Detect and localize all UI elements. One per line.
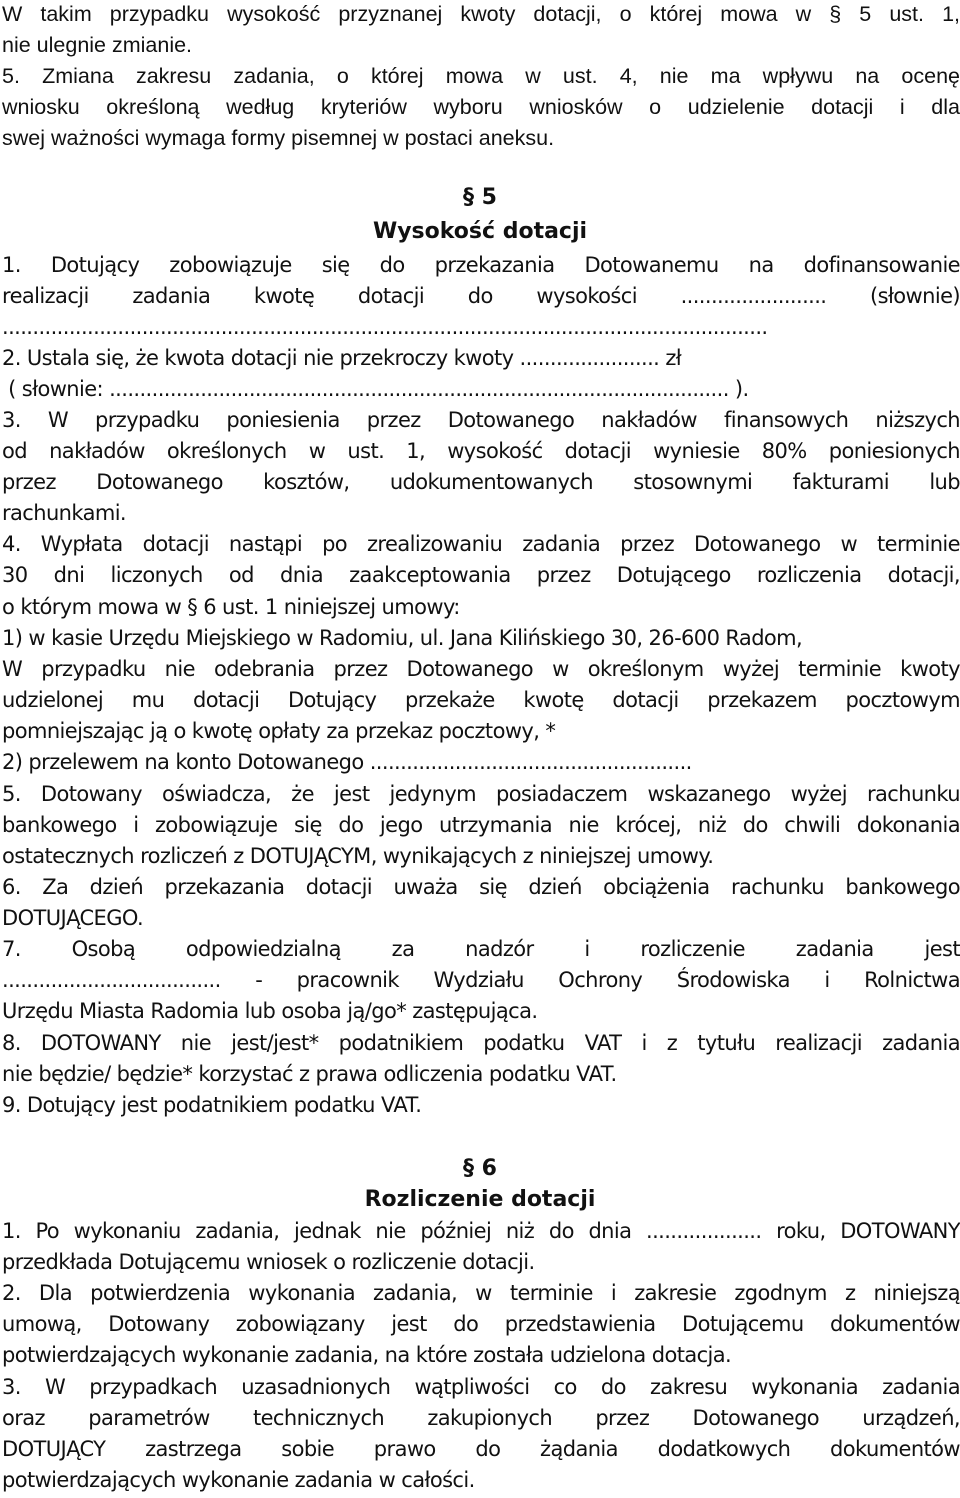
section5-line: .................................... - pracownik Wydziału Ochrony Środowiska i Rolnictwa — [2, 968, 960, 992]
section-6-title: Rozliczenie dotacji — [364, 1187, 596, 1212]
section5-line: 8. DOTOWANY nie jest/jest* podatnikiem podatku VAT i z tytułu realizacji zadania — [2, 1031, 960, 1055]
section5-line: pomniejszając ją o kwotę opłaty za przekaz pocztowy, * — [2, 719, 556, 743]
section5-line: ( słownie: ...................................................................................................... ). — [2, 377, 749, 401]
section6-line: przedkłada Dotującemu wniosek o rozliczenie dotacji. — [2, 1250, 535, 1274]
section5-line: W przypadku nie odebrania przez Dotowanego w określonym wyżej terminie kwoty — [2, 657, 960, 681]
section5-line: 1) w kasie Urzędu Miejskiego w Radomiu, ul. Jana Kilińskiego 30, 26-600 Radom, — [2, 626, 803, 650]
section5-line: 9. Dotujący jest podatnikiem podatku VAT. — [2, 1093, 422, 1117]
section6-line: 3. W przypadkach uzasadnionych wątpliwości co do zakresu wykonania zadania — [2, 1375, 960, 1399]
section5-line: 2) przelewem na konto Dotowanego ..................................................... — [2, 750, 692, 774]
section6-line: oraz parametrów technicznych zakupionych przez Dotowanego urządzeń, — [2, 1406, 960, 1430]
section5-line: udzielonej mu dotacji Dotujący przekaże kwotę dotacji przekazem pocztowym — [2, 688, 960, 712]
intro-line: swej ważności wymaga formy pisemnej w postaci aneksu. — [2, 126, 555, 150]
section6-line: potwierdzających wykonanie zadania, na które została udzielona dotacja. — [2, 1343, 732, 1367]
intro-line: wniosku określoną według kryteriów wyboru wniosków o udzielenie dotacji i dla — [2, 95, 960, 119]
section6-line: umową, Dotowany zobowiązany jest do przedstawienia Dotującemu dokumentów — [2, 1312, 960, 1336]
section5-line: 2. Ustala się, że kwota dotacji nie przekroczy kwoty ....................... zł — [2, 346, 682, 370]
section6-line: DOTUJĄCY zastrzega sobie prawo do żądania dodatkowych dokumentów — [2, 1437, 960, 1461]
section5-line: 7. Osobą odpowiedzialną za nadzór i rozliczenie zadania jest — [2, 937, 960, 961]
section5-line: 4. Wypłata dotacji nastąpi po zrealizowaniu zadania przez Dotowanego w terminie — [2, 532, 960, 556]
intro-line: nie ulegnie zmianie. — [2, 33, 193, 57]
section6-line: 1. Po wykonaniu zadania, jednak nie później niż do dnia ................... roku, DOTOWANY — [2, 1219, 960, 1243]
section5-line: .............................................................................................................................. — [2, 315, 768, 339]
section5-line: o którym mowa w § 6 ust. 1 niniejszej umowy: — [2, 595, 460, 619]
intro-line: W takim przypadku wysokość przyznanej kwoty dotacji, o której mowa w § 5 ust. 1, — [2, 2, 960, 26]
section5-line: 3. W przypadku poniesienia przez Dotowanego nakładów finansowych niższych — [2, 408, 960, 432]
section5-line: bankowego i zobowiązuje się do jego utrzymania nie krócej, niż do chwili dokonania — [2, 813, 960, 837]
intro-line: 5. Zmiana zakresu zadania, o której mowa w ust. 4, nie ma wpływu na ocenę — [2, 64, 960, 88]
section5-line: 6. Za dzień przekazania dotacji uważa się dzień obciążenia rachunku bankowego — [2, 875, 960, 899]
section5-line: nie będzie/ będzie* korzystać z prawa odliczenia podatku VAT. — [2, 1062, 617, 1086]
section5-line: 30 dni liczonych od dnia zaakceptowania przez Dotującego rozliczenia dotacji, — [2, 563, 960, 587]
section6-line: potwierdzających wykonanie zadania w całości. — [2, 1468, 475, 1492]
section5-line: realizacji zadania kwotę dotacji do wysokości ........................ (słownie) — [2, 284, 960, 308]
section5-line: DOTUJĄCEGO. — [2, 906, 144, 930]
section5-line: ostatecznych rozliczeń z DOTUJĄCYM, wynikających z niniejszej umowy. — [2, 844, 714, 868]
section5-line: 1. Dotujący zobowiązuje się do przekazania Dotowanemu na dofinansowanie — [2, 253, 960, 277]
section5-line: Urzędu Miasta Radomia lub osoba ją/go* zastępująca. — [2, 999, 538, 1023]
section5-line: przez Dotowanego kosztów, udokumentowanych stosownymi fakturami lub — [2, 470, 960, 494]
section-5-number: § 5 — [463, 185, 497, 210]
section5-line: od nakładów określonych w ust. 1, wysokość dotacji wyniesie 80% poniesionych — [2, 439, 960, 463]
section5-line: 5. Dotowany oświadcza, że jest jedynym posiadaczem wskazanego wyżej rachunku — [2, 782, 960, 806]
section5-line: rachunkami. — [2, 501, 127, 525]
section-5-title: Wysokość dotacji — [372, 219, 588, 244]
section6-line: 2. Dla potwierdzenia wykonania zadania, w terminie i zakresie zgodnym z niniejszą — [2, 1281, 960, 1305]
section-6-number: § 6 — [463, 1156, 497, 1181]
